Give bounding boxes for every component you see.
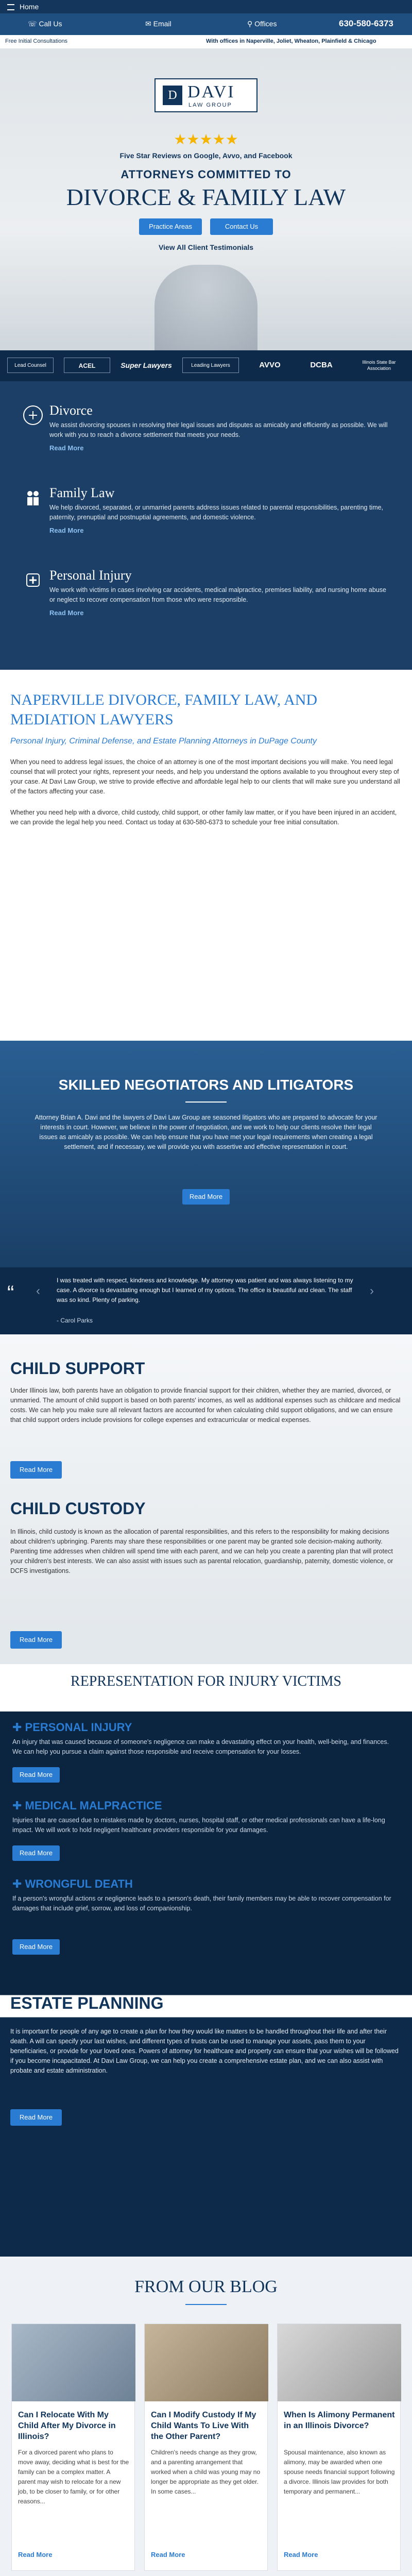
- family-law-icon: [23, 487, 43, 511]
- testimonials-link[interactable]: View All Client Testimonials: [158, 243, 254, 251]
- hero-headline: DIVORCE & FAMILY LAW: [66, 184, 346, 210]
- intro-subheading: Personal Injury, Criminal Defense, and Estate Planning Attorneys in DuPage County: [10, 737, 317, 745]
- child-custody-footer: [0, 1628, 412, 1669]
- practice-more-personal-injury[interactable]: Read More: [49, 609, 84, 617]
- child-support-text: Under Illinois law, both parents have an obligation to provide financial support for their children, whether they are married, divorced, or unmarried. The amount of child support is based on both parents' incomes, as well as additional expenses such as childcare and medical costs. We can help you make sure all relevant factors are accounted for when calculating child support obligations, and we can ensure that child support orders include provisions for college expenses and extracurricular or medical expenses.: [10, 1387, 401, 1423]
- wrongful-death-icon: ✚: [12, 1877, 25, 1890]
- phone-icon: ☏: [28, 20, 37, 28]
- blog-heading: FROM OUR BLOG: [134, 2277, 278, 2296]
- free-consult-text: Free Initial Consultations: [5, 38, 68, 44]
- personal-injury-read-more-button[interactable]: Read More: [12, 1767, 60, 1783]
- committed-text: ATTORNEYS COMMITTED TO: [121, 168, 291, 181]
- quote-icon: “: [7, 1282, 14, 1304]
- child-support-heading: CHILD SUPPORT: [10, 1359, 145, 1378]
- child-custody-text: In Illinois, child custody is known as the allocation of parental responsibilities, and this refers to the responsibility for making decisions about children's upbringing. Parents may share these responsibilities or one parent may be granted sole decision-making authority. Parenting time addresses when children will spend time with each parent, and we can help you create a parenting plan that will protect your children's best interests. We can also assist with issues such as parental relocation, guardianship, paternity, domestic violence, or DCFS investigations.: [10, 1528, 393, 1574]
- practice-title-personal-injury: Personal Injury: [49, 568, 132, 583]
- blog-read-more-link[interactable]: Read More: [151, 2551, 185, 2558]
- wrongful-death-read-more-button[interactable]: Read More: [12, 1939, 60, 1955]
- next-arrow-icon[interactable]: ›: [370, 1284, 374, 1298]
- medical-malpractice-read-more-button[interactable]: Read More: [12, 1845, 60, 1861]
- estate-background: [0, 1978, 412, 2257]
- injury-text-medical-malpractice: Injuries that are caused due to mistakes made by doctors, nurses, hospital staff, or other medical professionals can have a life-long impact. We will work to hold negligent healthcare providers responsible for your damages.: [12, 1817, 385, 1834]
- child-custody-heading: CHILD CUSTODY: [10, 1499, 146, 1518]
- divorce-icon: [23, 405, 43, 428]
- injury-text-wrongful-death: If a person's wrongful actions or negligence leads to a person's death, their family members may be able to recover compensation for damages that include grief, sorrow, and loss of companionship.: [12, 1895, 391, 1912]
- practice-more-divorce[interactable]: Read More: [49, 444, 84, 452]
- blog-card[interactable]: [11, 2324, 135, 2571]
- injury-text-personal-injury: An injury that was caused because of someone's negligence can make a devastating effect on your health, well-being, and finances. We can help you pursue a claim against those responsible and receive compensation for your losses.: [12, 1738, 389, 1755]
- child-support-section: [0, 1334, 412, 1628]
- utility-bar: [0, 35, 412, 48]
- email-link[interactable]: ✉ Email: [145, 20, 171, 28]
- blog-excerpt: For a divorced parent who plans to move away, deciding what is best for the family can be a complex matter. A parent may wish to relocate for a new job, to be closer to family, or for other reasons...: [18, 2449, 129, 2505]
- offices-line: With offices in Naperville, Joliet, Wheaton, Plainfield & Chicago: [206, 38, 376, 44]
- injury-heading: REPRESENTATION FOR INJURY VICTIMS: [71, 1673, 341, 1689]
- injury-title-wrongful-death: ✚ WRONGFUL DEATH: [12, 1877, 133, 1890]
- child-support-read-more-button[interactable]: Read More: [10, 1461, 62, 1479]
- practice-text-personal-injury: We work with victims in cases involving car accidents, medical malpractice, premises liability, and nursing home abuse or neglect to recover compensation from those who were responsible.: [49, 586, 386, 603]
- negotiators-text: Attorney Brian A. Davi and the lawyers of Davi Law Group are seasoned litigators who are prepared to advocate for your interests in court. However, we believe in the power of negotiation, and we work to help our clients resolve their legal issues as amicably as possible. We can help ensure that you have met your legal requirements when creating a legal settlement, and if necessary, we will provide you with assertive and effective representation in court.: [35, 1114, 377, 1150]
- logo-main-text: DAVI: [187, 82, 235, 101]
- blog-image: [145, 2324, 268, 2401]
- personal-injury-icon: [23, 570, 43, 593]
- testimonial-quote: I was treated with respect, kindness and knowledge. My attorney was patient and was always listening to my case. A divorce is devastating enough but I learned of my options. The office is beautiful and clean. The staff was so kind. Plenty of parking.: [57, 1277, 353, 1303]
- estate-planning-section: [0, 1978, 412, 2257]
- star-rating-icon: ★★★★★: [174, 131, 238, 147]
- badge-lead-counsel: Lead Counsel: [7, 358, 54, 373]
- offices-link[interactable]: ⚲ Offices: [247, 20, 277, 28]
- injury-footer: [0, 1937, 412, 1978]
- attorney-photo: [154, 265, 258, 350]
- negotiators-read-more-button[interactable]: Read More: [182, 1189, 230, 1205]
- medical-icon: ✚: [12, 1799, 25, 1812]
- header-phone[interactable]: 630-580-6373: [339, 19, 393, 28]
- blog-excerpt: Spousal maintenance, also known as alimony, may be awarded when one spouse needs financial support following a divorce. Illinois law provides for both temporary and permanent...: [284, 2449, 395, 2495]
- blog-title[interactable]: Can I Relocate With My Child After My Divorce in Illinois?: [18, 2411, 116, 2441]
- practice-text-family-law: We help divorced, separated, or unmarried parents address issues related to parental responsibilities, parenting time, paternity, prenuptial and postnuptial agreements, and domestic violence.: [49, 504, 384, 521]
- blog-image: [278, 2324, 401, 2401]
- blog-image: [12, 2324, 135, 2401]
- blog-divider: [185, 2304, 227, 2305]
- blog-read-more-link[interactable]: Read More: [18, 2551, 53, 2558]
- blog-card[interactable]: [277, 2324, 401, 2571]
- injury-title-personal-injury: ✚ PERSONAL INJURY: [12, 1721, 132, 1734]
- injury-section: [0, 1669, 412, 1937]
- contact-bar: [0, 13, 412, 35]
- negotiators-heading: SKILLED NEGOTIATORS AND LITIGATORS: [58, 1077, 354, 1093]
- badges-bar: [0, 350, 412, 381]
- logo-emblem-icon: D: [163, 86, 182, 105]
- top-nav-bar: [0, 0, 412, 13]
- badge-avvo: AVVO: [259, 361, 281, 369]
- practice-areas-section: [0, 381, 412, 670]
- testimonial-author: - Carol Parks: [57, 1317, 93, 1324]
- intro-paragraph-2: Whether you need help with a divorce, child custody, child support, or other family law matter, or if you have been injured in an accident, we can provide the legal help you need. Contact us today at 630-580-6373 to schedule your free initial consultation.: [10, 809, 397, 826]
- practice-areas-button[interactable]: Practice Areas: [139, 218, 202, 235]
- practice-title-divorce: Divorce: [49, 403, 93, 418]
- estate-read-more-button[interactable]: Read More: [10, 2109, 62, 2126]
- badge-dcba: DCBA: [310, 361, 333, 369]
- estate-text: It is important for people of any age to create a plan for how they would like matters to be handled throughout their life and after their death. A will can specify your last wishes, and different types of trusts can be used to manage your assets, pass them to your beneficiaries, or provide for your loved ones. Powers of attorney for healthcare and property can ensure that your wishes will be followed if you become incapacitated. At Davi Law Group, we can help you create a comprehensive estate plan, and we can also assist with probate and estate administration.: [10, 2028, 399, 2074]
- mail-icon: ✉: [145, 20, 151, 28]
- location-icon: ⚲: [247, 20, 253, 28]
- badge-leading-lawyers: Leading Lawyers: [182, 358, 239, 373]
- intro-paragraph-1: When you need to address legal issues, the choice of an attorney is one of the most important decisions you will make. You need legal counsel that will protect your rights, represent your needs, and help you understand the options available to you throughout every step of your case. At Davi Law Group, we strive to provide effective and affordable legal help to our clients that will make sure you understand all of the factors affecting your case.: [10, 758, 400, 795]
- call-us-link[interactable]: ☏ Call Us: [28, 20, 62, 28]
- logo[interactable]: [154, 78, 258, 112]
- intro-heading: NAPERVILLE DIVORCE, FAMILY LAW, AND MEDIATION LAWYERS: [10, 691, 318, 728]
- nav-home-link[interactable]: Home: [19, 3, 39, 11]
- badge-super-lawyers: Super Lawyers: [121, 361, 172, 369]
- blog-title[interactable]: When Is Alimony Permanent in an Illinois Divorce?: [284, 2411, 395, 2430]
- menu-icon[interactable]: [7, 4, 14, 10]
- reviews-text: Five Star Reviews on Google, Avvo, and Facebook: [119, 151, 293, 160]
- blog-section: [0, 2257, 412, 2576]
- blog-read-more-link[interactable]: Read More: [284, 2551, 318, 2558]
- logo-sub-text: LAW GROUP: [188, 102, 232, 108]
- badge-acel: ACEL: [64, 358, 110, 373]
- practice-more-family-law[interactable]: Read More: [49, 527, 84, 534]
- prev-arrow-icon[interactable]: ‹: [36, 1284, 40, 1298]
- contact-us-button[interactable]: Contact Us: [210, 218, 273, 235]
- injury-check-icon: ✚: [12, 1721, 25, 1734]
- injury-title-medical-malpractice: ✚ MEDICAL MALPRACTICE: [12, 1799, 162, 1812]
- hero-section: [0, 48, 412, 350]
- badge-isba: Illinois State Bar Association: [362, 360, 396, 371]
- practice-text-divorce: We assist divorcing spouses in resolving their legal issues and disputes as amicably and efficiently as possible. We will work with you to reach a divorce settlement that meets your needs.: [49, 421, 388, 438]
- child-custody-read-more-button[interactable]: Read More: [10, 1631, 62, 1649]
- blog-title[interactable]: Can I Modify Custody If My Child Wants To Live With the Other Parent?: [151, 2411, 256, 2441]
- heading-divider: [185, 1101, 227, 1103]
- testimonial-section: [0, 1267, 412, 1334]
- intro-section: [0, 670, 412, 1041]
- negotiators-section: [0, 1041, 412, 1267]
- blog-card[interactable]: [144, 2324, 268, 2571]
- estate-heading: ESTATE PLANNING: [10, 1994, 164, 2012]
- blog-excerpt: Children's needs change as they grow, and a parenting arrangement that worked when a child was young may no longer be appropriate as they get older. In some cases...: [151, 2449, 261, 2495]
- practice-title-family-law: Family Law: [49, 485, 115, 500]
